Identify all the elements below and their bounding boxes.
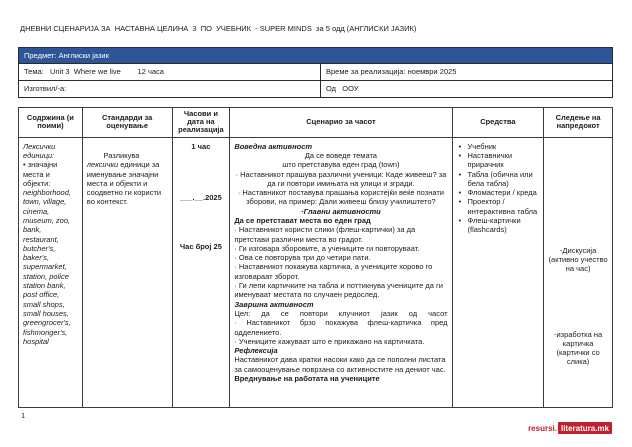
header-standards: Стандарди за оценување [83, 108, 173, 137]
resource-item: • Учебник [457, 142, 540, 151]
scenario-paragraph: · Ги лепи картичките на табла и поттикнува учениците да ги именуваат местата по случаен редослед. [234, 281, 443, 300]
scenario-paragraph: · Наставникот користи слики (флеш-картички) за да претстави различни места во градот. [234, 225, 416, 244]
page-number: 1 [21, 410, 26, 420]
vocabulary-words: neighborhood, town, village, cinema, museum, zoo, bank, restaurant, butcher's, baker's, supermarket, station, police station bank, post office, small shops, small houses, greengrocer's, fishmonger's, hospital [23, 188, 71, 346]
author-row [19, 80, 612, 97]
standards-text-italic: лексички [86, 160, 119, 170]
lexical-units-label: Лексички единици: [23, 141, 56, 160]
school-cell: Од ООУ [326, 84, 359, 93]
subject-banner: Предмет: Англиски јазик [19, 48, 612, 63]
scenario-paragraph: Завршна активност [234, 299, 314, 309]
scenario-paragraph: Рефлексија [234, 346, 278, 356]
content-column [19, 138, 83, 407]
resource-item: • Фломастери / креда [457, 188, 540, 197]
table-body-row [19, 138, 612, 407]
resource-item: • Наставнички прирачник [457, 151, 540, 170]
resource-item: • Проектор / интерактивна табла [457, 197, 540, 216]
scenario-paragraph: · Наставникот поставува прашања користејќи веќе познати зборови, на пример: Дали живееш близу училиштето? [237, 188, 444, 207]
scenario-paragraph: ·Главни активности [301, 206, 381, 216]
publisher-logo [528, 422, 612, 434]
header-content: Содржина (и поими) [19, 108, 83, 137]
lesson-number: Час број 25 [179, 242, 222, 252]
document-title: ДНЕВНИ СЦЕНАРИЈА ЗА НАСТАВНА ЦЕЛИНА 3 ПО УЧЕБНИК - SUPER MINDS за 5 одд (АНГЛИСКИ ЈАЗИК) [20, 24, 417, 33]
scenario-paragraph: · Наставникот покажува картичка, а учениците хорово го изговараат зборот. [234, 262, 433, 281]
scenario-column [230, 138, 452, 407]
theme-row [19, 63, 612, 80]
resource-item: • Флеш-картички (flashcards) [457, 216, 540, 235]
content-bullet-line: • значајни места и објекти: [23, 160, 58, 188]
scenario-paragraph: · Наставникот прашува различни ученици: Каде живееш? за да ги повтори имињата на улици и згради. [235, 169, 447, 188]
standards-text-prefix: Разликува [103, 150, 142, 160]
header-progress: Следење на напредокот [555, 113, 601, 131]
info-table [18, 47, 613, 98]
scenario-paragraph: Да се претстават места во еден град [234, 215, 371, 225]
header-scenario: Сценарио за часот [230, 108, 452, 137]
hours-column [173, 138, 231, 407]
lesson-duration: 1 час [191, 141, 211, 151]
time-cell: Време за реализација: ноември 2025 [326, 67, 457, 76]
logo-prefix-text: resursi. [528, 423, 557, 433]
scenario-paragraph: Наставникот дава кратки насоки како да се пополни листата за самооценување поврзана со активностите на дениот час. [234, 355, 446, 374]
standards-column [83, 138, 173, 407]
scenario-paragraph: Цел: да се повтори клучниот јазик од часот [234, 308, 448, 318]
resources-column [453, 138, 545, 407]
table-header-row [19, 108, 612, 138]
scenario-paragraph: · Ова се повторува три до четири пати. [234, 253, 371, 263]
author-cell: Изготвил/-а: [19, 81, 321, 97]
scenario-paragraph: што претставува еден град (town) [282, 160, 400, 170]
scenario-paragraph: · Учениците кажуваат што е прикажано на картичката. [234, 336, 425, 346]
standards-text-rest: единици за именување значајни места и објекти и соодветно ги користи во контекст. [86, 160, 164, 207]
scenario-paragraph: · Наставникот брзо покажува флеш-картичка пред одделението. [234, 318, 448, 337]
scenario-paragraph: Да се воведе темата [304, 150, 377, 160]
theme-cell: Тема: Unit 3 Where we live 12 часа [19, 64, 321, 80]
progress-item-discussion: -Дискусија (активно учество на час) [548, 245, 608, 274]
progress-item-card: -изработка на картичка (картички со слика) [553, 329, 603, 367]
resources-list [457, 142, 540, 235]
scenario-paragraph: Вреднување на работата на учениците [234, 374, 380, 384]
header-hours: Часови и дата на реализација [173, 108, 231, 137]
logo-box-text: literatura.mk [558, 422, 612, 434]
lesson-plan-table [18, 107, 613, 408]
scenario-paragraph: Воведна активност [234, 141, 313, 151]
resource-item: • Табла (обична или бела табла) [457, 170, 540, 189]
lesson-date: ___.__.2025 [180, 192, 222, 202]
header-resources: Средства [453, 108, 545, 137]
progress-column [544, 138, 612, 407]
scenario-paragraph: · Ги изговара зборовите, а учениците ги повторуваат. [234, 243, 420, 253]
